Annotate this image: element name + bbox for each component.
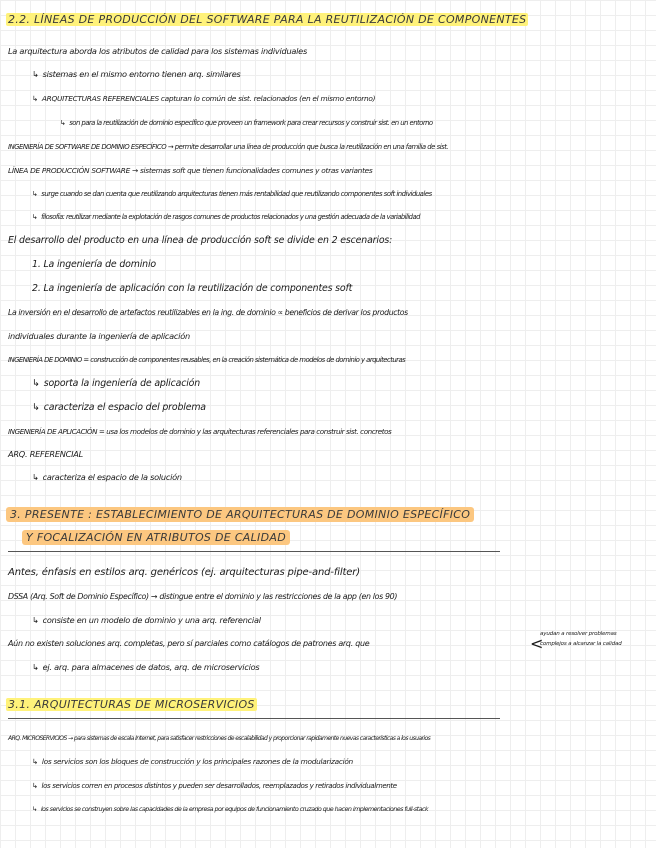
note-line: ARQ. MICROSERVICIOS → para sistemas de escala Internet, para satisfacer restricciones de escalabilidad y proporcionar rapidamente nuevas características a los usuarios xyxy=(8,735,431,742)
note-subline xyxy=(32,377,200,391)
note-subline xyxy=(32,210,420,224)
brace-icon: < xyxy=(530,634,544,653)
note-text: ARQUITECTURAS REFERENCIALES capturan lo común de sist. relacionados (en el mismo entorno) xyxy=(41,94,376,103)
note-text: caracteriza el espacio de la solución xyxy=(42,472,182,482)
sub-arrow-icon: ↳ xyxy=(32,781,38,790)
note-text: ej. arq. para almacenes de datos, arq. de microservicios xyxy=(42,662,260,672)
note-list-item: 2. La ingeniería de aplicación con la reutilización de componentes soft xyxy=(32,283,353,294)
note-subline xyxy=(32,660,259,674)
note-line: Antes, énfasis en estilos arq. genéricos (ej. arquitecturas pipe-and-filter) xyxy=(8,567,360,578)
section-heading-3-1-text: 3.1. ARQUITECTURAS DE MICROSERVICIOS xyxy=(8,698,255,711)
section-heading-3-cont xyxy=(22,530,290,546)
note-text: filosofía: reutilizar mediante la explotación de rasgos comunes de productos relacionados y una gestión adecuada de la variabilidad xyxy=(41,213,420,221)
sub-arrow-icon: ↳ xyxy=(32,757,38,766)
sub-arrow-icon: ↳ xyxy=(32,472,39,482)
sub-arrow-icon: ↳ xyxy=(32,190,38,198)
note-subline xyxy=(32,613,261,627)
section-heading-3 xyxy=(6,507,474,523)
note-line: INGENIERÍA DE SOFTWARE DE DOMINIO ESPECÍFICO → permite desarrollar una línea de producción que busca la reutilización en una familia de sist. xyxy=(8,143,449,151)
side-note: complejos a alcanzar la calidad xyxy=(540,641,622,647)
note-list-item: 1. La ingeniería de dominio xyxy=(32,259,156,270)
note-subline xyxy=(32,470,182,484)
note-subline xyxy=(32,755,353,769)
sub-arrow-icon: ↳ xyxy=(32,662,39,672)
note-text: los servicios se construyen sobre las capacidades de la empresa por equipos de funcionamiento cruzado que hacen implementaciones full-stack xyxy=(40,805,429,813)
note-line: INGENIERÍA DE APLICACIÓN = usa los modelos de dominio y las arquitecturas referenciales para construir sist. concretos xyxy=(8,427,392,436)
note-line: ARQ. REFERENCIAL xyxy=(8,449,83,459)
note-line: La inversión en el desarrollo de artefactos reutilizables en la ing. de dominio ∝ beneficios de derivar los productos xyxy=(8,308,408,317)
note-text: surge cuando se dan cuenta que reutilizando arquitecturas tienen más rentabilidad que reutilizando componentes soft individuales xyxy=(41,190,432,198)
note-line: DSSA (Arq. Soft de Dominio Específico) → distingue entre el dominio y las restricciones de la app (en los 90) xyxy=(8,592,398,601)
sub-arrow-icon: ↳ xyxy=(32,94,38,103)
note-subline xyxy=(32,67,241,81)
note-text: soporta la ingeniería de aplicación xyxy=(43,378,201,389)
note-line: LÍNEA DE PRODUCCIÓN SOFTWARE → sistemas soft que tienen funcionalidades comunes y otras variantes xyxy=(8,166,373,175)
note-line: Aún no existen soluciones arq. completas, pero sí parciales como catálogos de patrones arq. que xyxy=(8,639,370,648)
note-line: El desarrollo del producto en una línea de producción soft se divide en 2 escenarios: xyxy=(8,235,393,246)
note-subline xyxy=(32,92,375,106)
divider xyxy=(8,718,500,719)
note-subline xyxy=(60,116,433,130)
sub-arrow-icon: ↳ xyxy=(60,119,66,127)
note-text: son para la reutilización de dominio específico que proveen un framework para crear recursos y construir sist. en un entorno xyxy=(69,119,433,127)
note-text: consiste en un modelo de dominio y una arq. referencial xyxy=(42,615,261,625)
section-heading-2-2-text: 2.2. LÍNEAS DE PRODUCCIÓN DEL SOFTWARE PARA LA REUTILIZACIÓN DE COMPONENTES xyxy=(8,13,527,26)
section-heading-2-2 xyxy=(6,12,528,28)
section-heading-3-line1: 3. PRESENTE : ESTABLECIMIENTO DE ARQUITECTURAS DE DOMINIO ESPECÍFICO xyxy=(6,507,474,522)
note-line: individuales durante la ingeniería de aplicación xyxy=(8,331,190,341)
note-text: caracteriza el espacio del problema xyxy=(43,402,206,413)
sub-arrow-icon: ↳ xyxy=(32,378,40,389)
side-note: ayudan a resolver problemas xyxy=(540,631,617,637)
note-text: los servicios corren en procesos distintos y pueden ser desarrollados, reemplazados y retirados individualmente xyxy=(41,781,397,790)
note-subline xyxy=(32,187,432,201)
note-text: sistemas en el mismo entorno tienen arq. similares xyxy=(42,69,241,79)
note-subline xyxy=(32,779,397,793)
note-line: La arquitectura aborda los atributos de calidad para los sistemas individuales xyxy=(8,46,307,56)
note-subline xyxy=(32,802,428,816)
sub-arrow-icon: ↳ xyxy=(32,615,39,625)
section-heading-3-1 xyxy=(6,697,257,713)
note-text: los servicios son los bloques de construcción y los principales razones de la modularización xyxy=(41,757,353,766)
section-heading-3-line2: Y FOCALIZACIÓN EN ATRIBUTOS DE CALIDAD xyxy=(22,530,290,545)
note-subline xyxy=(32,401,206,415)
sub-arrow-icon: ↳ xyxy=(32,69,39,79)
note-line: INGENIERÍA DE DOMINIO = construcción de componentes reusables, en la creación sistemática de modelos de dominio y arquitecturas xyxy=(8,356,406,364)
sub-arrow-icon: ↳ xyxy=(32,402,40,413)
sub-arrow-icon: ↳ xyxy=(32,805,37,813)
divider xyxy=(8,551,500,552)
sub-arrow-icon: ↳ xyxy=(32,213,38,221)
